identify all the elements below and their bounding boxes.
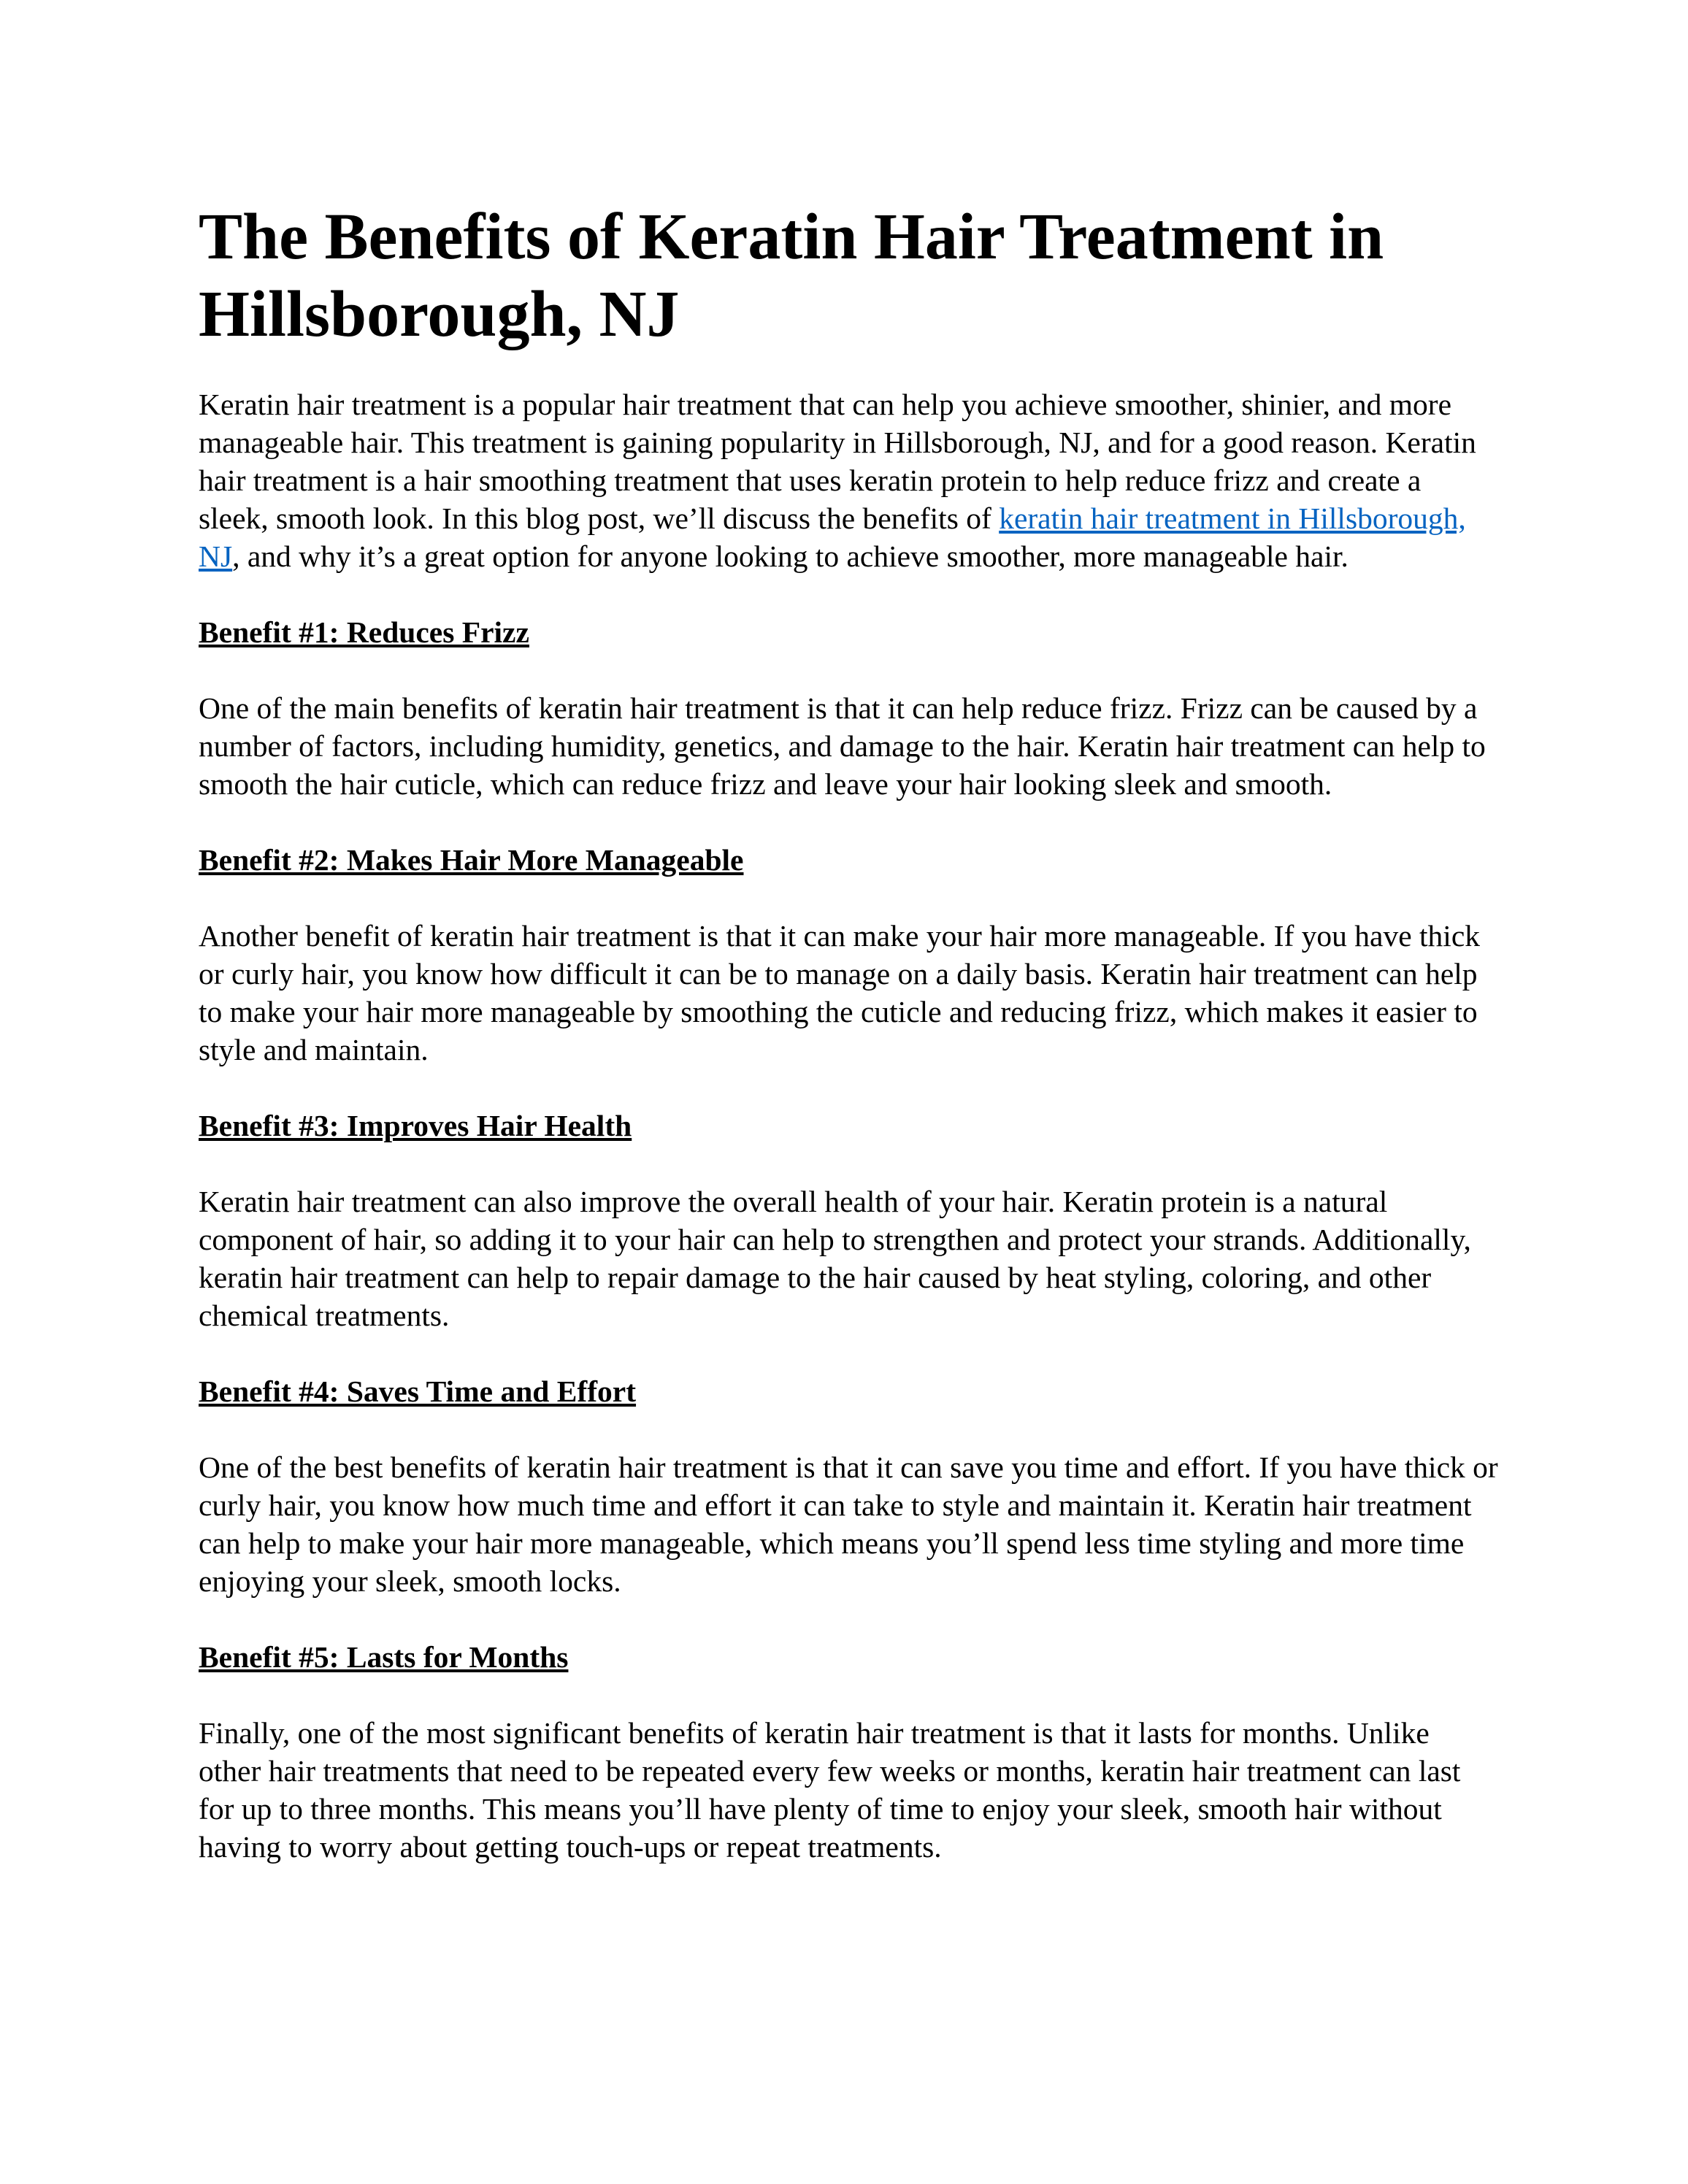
benefit-1-text: One of the main benefits of keratin hair treatment is that it can help reduce frizz. Frizz can be caused by a number of factors, including humidity, genetics, and damage to the hair. Keratin hair treatment can help to smooth the hair cuticle, which can reduce frizz and leave your hair looking sleek and smooth. <box>199 691 1486 801</box>
intro-text-after-link: , and why it’s a great option for anyone looking to achieve smoother, more manageable hair. <box>232 539 1349 573</box>
benefit-3-text: Keratin hair treatment can also improve the overall health of your hair. Keratin protein is a natural component of hair, so adding it to your hair can help to strengthen and protect your strands. Additionally, keratin hair treatment can help to repair damage to the hair caused by heat styling, coloring, and other chemical treatments. <box>199 1185 1471 1332</box>
benefit-5-heading: Benefit #5: Lasts for Months <box>199 1640 569 1674</box>
page-title: The Benefits of Keratin Hair Treatment in Hillsborough, NJ <box>199 201 1384 350</box>
keratin-treatment-link[interactable]: keratin hair treatment in Hillsborough, NJ <box>199 501 1466 573</box>
benefit-5-text: Finally, one of the most significant benefits of keratin hair treatment is that it lasts for months. Unlike other hair treatments that need to be repeated every few weeks or months, keratin hair treatment can last for up to three months. This means you’ll have plenty of time to enjoy your sleek, smooth hair without having to worry about getting touch-ups or repeat treatments. <box>199 1716 1461 1864</box>
document-page <box>199 199 1498 1904</box>
benefit-3-heading: Benefit #3: Improves Hair Health <box>199 1109 632 1142</box>
benefit-1-heading: Benefit #1: Reduces Frizz <box>199 615 529 649</box>
benefit-4-heading: Benefit #4: Saves Time and Effort <box>199 1374 637 1408</box>
intro-text-before-link: Keratin hair treatment is a popular hair treatment that can help you achieve smoother, shinier, and more manageable hair. This treatment is gaining popularity in Hillsborough, NJ, and for a good reason. Keratin hair treatment is a hair smoothing treatment that uses keratin protein to help reduce frizz and create a sleek, smooth look. In this blog post, we’ll discuss the benefits of <box>199 388 1476 535</box>
benefit-4-text: One of the best benefits of keratin hair treatment is that it can save you time and effort. If you have thick or curly hair, you know how much time and effort it can take to style and maintain it. Keratin hair treatment can help to make your hair more manageable, which means you’ll spend less time styling and more time enjoying your sleek, smooth locks. <box>199 1450 1498 1598</box>
intro-paragraph <box>199 385 1498 575</box>
benefit-2-text: Another benefit of keratin hair treatment is that it can make your hair more manageable. If you have thick or curly hair, you know how difficult it can be to manage on a daily basis. Keratin hair treatment can help to make your hair more manageable by smoothing the cuticle and reducing frizz, which makes it easier to style and maintain. <box>199 919 1480 1066</box>
benefit-2-heading: Benefit #2: Makes Hair More Manageable <box>199 843 744 877</box>
